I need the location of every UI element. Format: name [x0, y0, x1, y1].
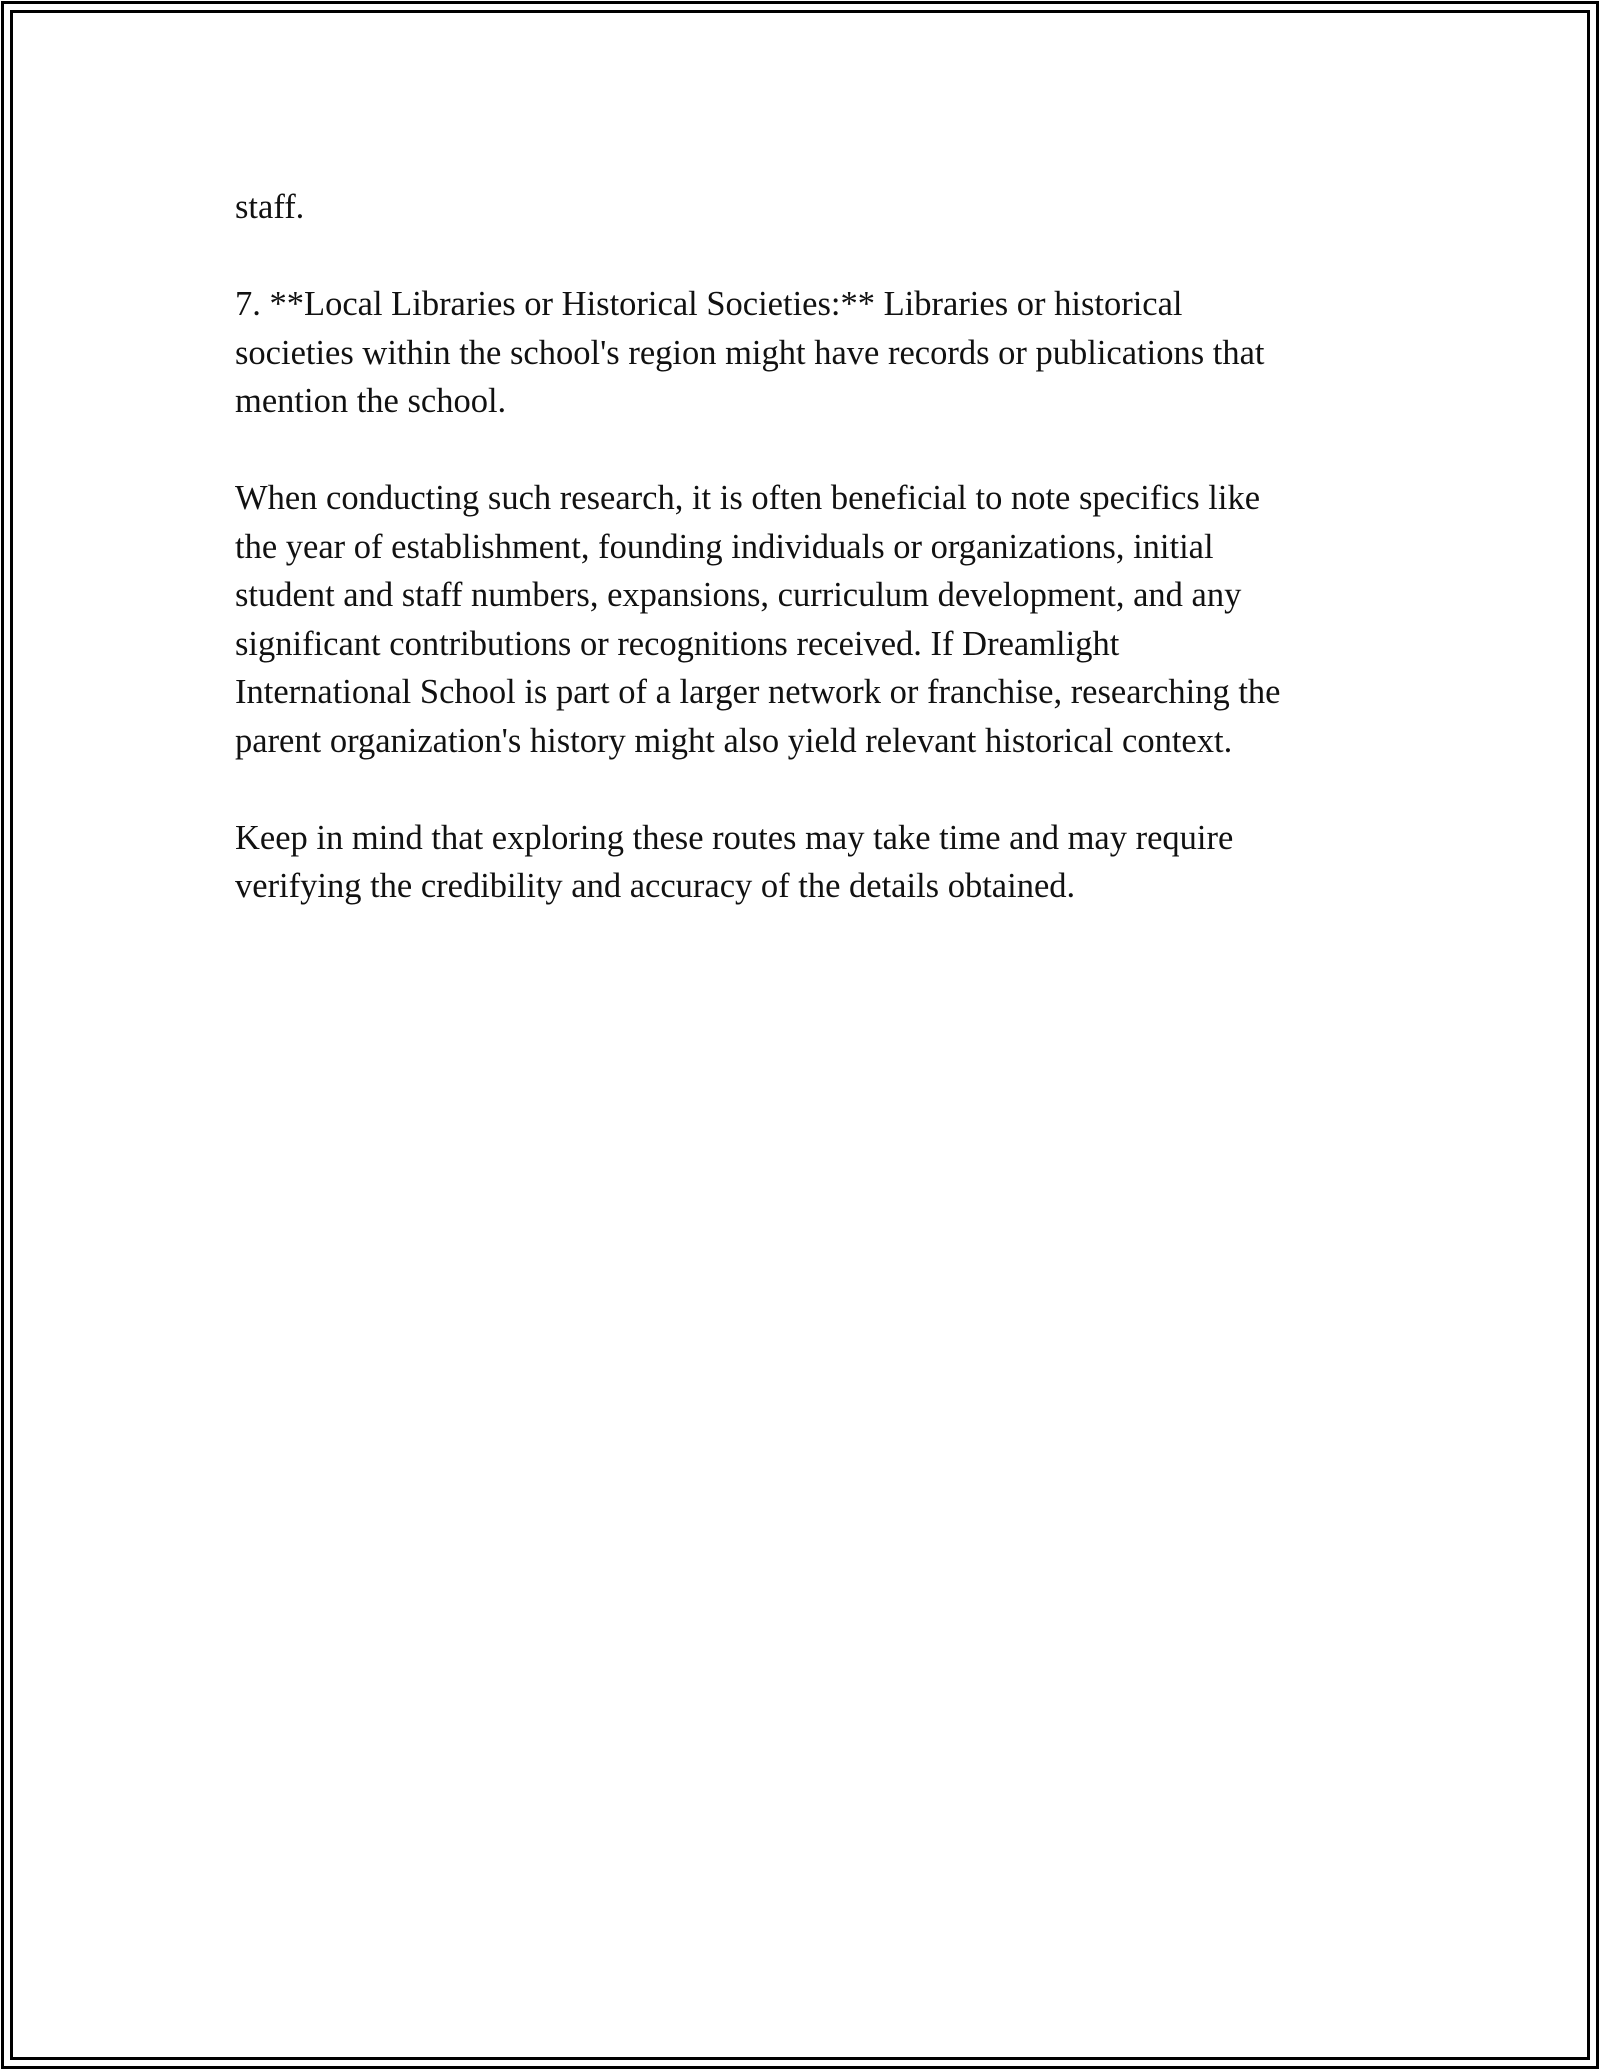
paragraph-keep-in-mind: Keep in mind that exploring these routes may take time and may require verifying the credibility and accuracy of the details obtained.	[235, 818, 1234, 905]
paragraph-local-libraries: 7. **Local Libraries or Historical Societies:** Libraries or historical societies within the school's region might have records or publications that mention the school.	[235, 285, 1265, 420]
document-body	[235, 183, 1365, 959]
paragraph-staff-continuation: staff.	[235, 188, 305, 226]
paragraph-research-specifics: When conducting such research, it is often beneficial to note specifics like the year of establishment, founding individuals or organizations, initial student and staff numbers, expansions, curriculum development, and any significant contributions or recognitions received. If Dreamlight International School is part of a larger network or franchise, researching the parent organization's history might also yield relevant historical context.	[235, 479, 1281, 760]
